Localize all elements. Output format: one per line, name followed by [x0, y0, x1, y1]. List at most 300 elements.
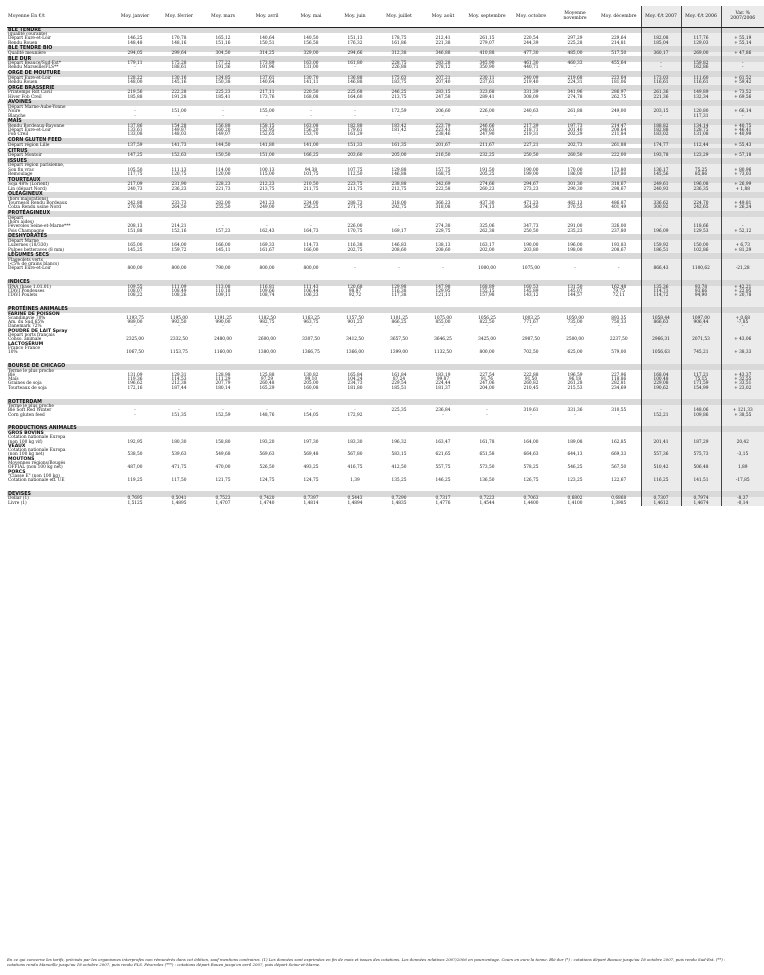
spacer-cell — [553, 418, 597, 426]
value-cell: 1,4894 — [347, 500, 363, 506]
value-cell: + 80,96 — [721, 169, 764, 173]
value-cell: 224,31 — [567, 80, 583, 86]
value-cell: 232,25 — [479, 153, 495, 159]
value-cell: 855,00 — [435, 320, 451, 326]
value-cell: 109,11 — [215, 293, 231, 299]
value-cell: 249,61 — [641, 183, 681, 187]
header-column: Moy. mai — [289, 6, 333, 27]
row-label: Danemark 72% — [8, 324, 42, 330]
value-cell: - — [641, 66, 681, 70]
row-label: BOURSE DE CHICAGO — [7, 364, 113, 370]
row-label: Blé — [8, 372, 16, 378]
value-cell: 982,75 — [259, 320, 275, 326]
value-cell: 122,67 — [611, 478, 627, 484]
value-cell: 164,73 — [303, 228, 319, 234]
value-cell: 203,80 — [523, 247, 539, 253]
spacer-cell — [377, 356, 421, 364]
value-cell: 229,08 — [641, 382, 681, 386]
value-cell: - — [641, 115, 681, 119]
value-cell: 150,00 — [681, 244, 721, 248]
spacer-cell — [377, 483, 421, 491]
value-cell: 292,75 — [391, 205, 407, 211]
value-cell: - — [721, 325, 764, 329]
value-cell: 225,68 — [347, 90, 363, 96]
value-cell: 274,38 — [435, 224, 451, 230]
spacer-cell — [641, 356, 681, 364]
value-cell: 218,71 — [523, 128, 539, 134]
value-cell: 120,00 — [215, 171, 231, 177]
value-cell: 166,25 — [303, 153, 319, 159]
value-cell: 219,40 — [523, 80, 539, 86]
value-cell: 182,88 — [641, 129, 681, 133]
value-cell: 1163,25 — [302, 315, 320, 321]
value-cell: 244,39 — [523, 40, 539, 46]
value-cell: 345,90 — [479, 61, 495, 67]
value-cell: + 57,18 — [721, 154, 764, 158]
value-cell: 294,67 — [523, 182, 539, 188]
value-cell: 111,09 — [171, 284, 187, 290]
value-cell: 138,13 — [435, 243, 451, 249]
value-cell: - — [134, 109, 136, 115]
value-cell: 108,22 — [127, 293, 143, 299]
value-cell: 526,50 — [259, 465, 275, 471]
row-label: Tourteaux de soja — [8, 385, 47, 391]
table-row — [7, 502, 764, 506]
value-cell: - — [310, 324, 312, 330]
spacer-cell — [721, 299, 764, 307]
footnote: En ce qui concerne les tarifs, précisés par les organismes interprofes non rémunérés dans cet édition, sauf mentions contraires. (1) Les données sont exprimées en fin de mois et issues des cotations. Les données relatives 2007/2006 en pourcentage. Cours en euro la tonne. Blé dur (*) : cotations départ Beauce jusqu'au 18 octobre 2007, puis rendu Sud-Est. (**) : cotations rendu Marseille jusqu'au 18 octobre 2007, puis rendu FLS. Féveroles (***) : cotations départ Rouen jusqu'en avril 2007, puis départ Seine-et-Marne. — [7, 957, 726, 967]
value-cell: 366,23 — [435, 201, 451, 207]
value-cell: - — [442, 113, 444, 119]
value-cell: 214,47 — [611, 123, 627, 129]
spacer-cell — [641, 483, 681, 491]
spacer-cell — [597, 391, 641, 399]
value-cell: 214,21 — [171, 224, 187, 230]
value-cell: 116,38 — [391, 288, 407, 294]
value-cell: 185,04 — [641, 42, 681, 46]
value-cell: 575,73 — [681, 453, 721, 457]
value-cell: 191,96 — [259, 65, 275, 71]
value-cell: 173,80 — [611, 167, 627, 173]
value-cell: 205,00 — [303, 381, 319, 387]
value-cell: 207,40 — [435, 80, 451, 86]
value-cell: 2600,00 — [258, 337, 276, 343]
value-cell: 893,35 — [611, 315, 627, 321]
value-cell: 180,30 — [171, 439, 187, 445]
value-cell: 178,75 — [391, 36, 407, 42]
value-cell: 151,16 — [215, 40, 231, 46]
value-cell: 196,09 — [641, 230, 681, 234]
spacer-cell — [597, 299, 641, 307]
value-cell: 126,75 — [523, 478, 539, 484]
row-label: Départ Marne — [8, 238, 39, 244]
spacer-cell — [113, 356, 157, 364]
value-cell: - — [618, 113, 620, 119]
spacer-cell — [7, 391, 113, 399]
spacer-row — [7, 391, 764, 399]
value-cell: 130,82 — [303, 372, 319, 378]
value-cell: 223,64 — [611, 75, 627, 81]
value-cell: 1075,00 — [522, 266, 540, 272]
value-cell: - — [310, 224, 312, 230]
value-cell: 123,29 — [681, 154, 721, 158]
value-cell: 162,86 — [681, 66, 721, 70]
value-cell: 208,13 — [127, 224, 143, 230]
value-cell: + 52,12 — [721, 230, 764, 234]
value-cell: 107,75 — [347, 167, 363, 173]
spacer-cell — [289, 356, 333, 364]
row-label: Départ Eure-et-Loir — [8, 75, 51, 81]
value-cell: 217,09 — [127, 182, 143, 188]
value-cell: 240,09 — [523, 75, 539, 81]
value-cell: 119,36 — [127, 377, 143, 383]
value-cell: 301,30 — [567, 182, 583, 188]
value-cell: 1,39 — [350, 478, 360, 484]
value-cell: 227,54 — [479, 372, 495, 378]
value-cell: 161,80 — [347, 61, 363, 67]
spacer-cell — [509, 391, 553, 399]
value-cell: 143,12 — [523, 293, 539, 299]
value-cell: 172,59 — [391, 109, 407, 115]
value-cell: - — [442, 412, 444, 418]
row-label: VEAUX — [8, 443, 26, 449]
value-cell: 223,43 — [435, 128, 451, 134]
row-label: PROTÉINES ANIMALES — [7, 307, 113, 313]
spacer-cell — [113, 391, 157, 399]
value-cell: 0,7317 — [435, 496, 451, 502]
value-cell: 92,72 — [348, 293, 362, 299]
value-cell: 146,25 — [435, 478, 451, 484]
value-cell: 3425,00 — [478, 337, 496, 343]
row-label: ORGE DE MOUTURE — [7, 71, 113, 77]
value-cell: 1399,00 — [390, 350, 408, 356]
row-label: BLE DUR — [7, 56, 113, 62]
value-cell: 3657,50 — [390, 337, 408, 343]
value-cell: 175,63 — [391, 75, 407, 81]
value-cell: 152,21 — [641, 414, 681, 418]
value-cell: 183,30 — [347, 439, 363, 445]
value-cell: 150,50 — [215, 153, 231, 159]
value-cell: - — [178, 113, 180, 119]
value-cell: - — [222, 113, 224, 119]
row-label: PROTÉAGINEUX — [7, 211, 113, 217]
value-cell: 1366,75 — [302, 350, 320, 356]
value-cell: 2480,00 — [214, 337, 232, 343]
value-cell: 206,60 — [435, 109, 451, 115]
row-label: Graines de soja — [8, 381, 42, 387]
row-label: GROS BOVINS — [8, 430, 44, 436]
value-cell: 156,88 — [215, 123, 231, 129]
value-cell: 1,3985 — [611, 500, 627, 506]
value-cell: 477,30 — [523, 50, 539, 56]
spacer-cell — [113, 418, 157, 426]
value-cell: 208,64 — [611, 128, 627, 134]
value-cell: 135,25 — [391, 478, 407, 484]
value-cell: 157,75 — [435, 167, 451, 173]
value-cell: 160,53 — [523, 284, 539, 290]
value-cell: 113,08 — [215, 284, 231, 290]
value-cell: 224,44 — [435, 381, 451, 387]
row-label: LACTOSÉRUM — [8, 341, 44, 347]
value-cell: 201,67 — [435, 142, 451, 148]
value-cell: 485,00 — [567, 50, 583, 56]
value-cell: 114,00 — [215, 167, 231, 173]
value-cell: 261,15 — [479, 36, 495, 42]
value-cell: 151,88 — [127, 228, 143, 234]
header-column: Moy. avril — [245, 6, 289, 27]
spacer-cell — [333, 356, 377, 364]
row-label: (qualité courante) — [8, 32, 48, 37]
value-cell: - — [222, 109, 224, 115]
value-cell: 148,16 — [171, 40, 187, 46]
spacer-cell — [333, 272, 377, 280]
value-cell: 161,84 — [391, 372, 407, 378]
value-cell: 546,25 — [567, 465, 583, 471]
value-cell: 191,28 — [171, 94, 187, 100]
value-cell: 197,30 — [303, 439, 319, 445]
spacer-cell — [7, 418, 113, 426]
value-cell: 118,66 — [681, 225, 721, 229]
value-cell: 98,97 — [348, 288, 362, 294]
spacer-cell — [157, 356, 201, 364]
value-cell: 191,36 — [215, 65, 231, 71]
value-cell: 283,15 — [435, 90, 451, 96]
value-cell: 109,66 — [259, 288, 275, 294]
row-label: OLEAGINEUX — [7, 192, 113, 198]
value-cell: 203,60 — [347, 153, 363, 159]
spacer-cell — [201, 418, 245, 426]
row-label: Franco France — [8, 345, 41, 351]
value-cell: 104,24 — [347, 377, 363, 383]
value-cell: 256,25 — [303, 205, 319, 211]
value-cell: 157,98 — [479, 293, 495, 299]
value-cell: 214,81 — [611, 40, 627, 46]
value-cell: 228,23 — [215, 182, 231, 188]
value-cell: 1,4674 — [681, 502, 721, 506]
spacer-cell — [597, 418, 641, 426]
value-cell: 236,84 — [435, 408, 451, 414]
spacer-cell — [377, 299, 421, 307]
value-cell: - — [486, 412, 488, 418]
row-label: (non 100 kg net) — [8, 452, 45, 458]
value-cell: 196,59 — [567, 372, 583, 378]
value-cell: - — [721, 62, 764, 66]
row-label: Rendu Bordeaux-Bayonne — [8, 123, 65, 129]
value-cell: - — [134, 113, 136, 119]
value-cell: 800,00 — [127, 266, 143, 272]
value-cell: 161,35 — [391, 142, 407, 148]
value-cell: 308,09 — [523, 94, 539, 100]
value-cell: 1,89 — [721, 466, 764, 470]
value-cell: 750,33 — [611, 320, 627, 326]
value-cell: 229,54 — [391, 381, 407, 387]
value-cell: 108,74 — [259, 293, 275, 299]
value-cell: 260,23 — [479, 186, 495, 192]
value-cell: 264,50 — [171, 205, 187, 211]
value-cell: - — [486, 408, 488, 414]
value-cell: 131,50 — [567, 284, 583, 290]
value-cell: 2325,00 — [126, 337, 144, 343]
row-label: ITAVI Pondeuses — [8, 288, 45, 294]
spacer-cell — [553, 299, 597, 307]
value-cell: 196,08 — [681, 183, 721, 187]
value-cell: 3412,50 — [346, 337, 364, 343]
value-cell: 210,45 — [523, 385, 539, 391]
value-cell: 176,32 — [347, 40, 363, 46]
value-cell: 161,78 — [479, 439, 495, 445]
spacer-cell — [721, 483, 764, 491]
value-cell: 702,50 — [523, 350, 539, 356]
value-cell: 346,88 — [435, 50, 451, 56]
spacer-cell — [509, 418, 553, 426]
header-column: Moy. août — [421, 6, 465, 27]
value-cell: 290,30 — [567, 186, 583, 192]
value-cell: 106,23 — [303, 293, 319, 299]
value-cell: 225,35 — [391, 408, 407, 414]
value-cell: 146,25 — [127, 36, 143, 42]
row-label: Cotation nationale Europa — [8, 435, 66, 441]
value-cell: 181,80 — [347, 385, 363, 391]
value-cell: 117,31 — [681, 115, 721, 119]
value-cell: 227,21 — [523, 142, 539, 148]
spacer-cell — [681, 391, 721, 399]
value-cell: 75,25 — [681, 169, 721, 173]
value-cell: 129,03 — [681, 42, 721, 46]
row-label: Départ Eure-et-Loir — [8, 128, 51, 134]
row-label: Féveroles Seine-et-Marne*** — [8, 224, 71, 230]
value-cell: 800,00 — [171, 266, 187, 272]
value-cell: + 6,73 — [721, 244, 764, 248]
spacer-cell — [421, 391, 465, 399]
row-label: Conso. animale — [8, 337, 42, 343]
value-cell: - — [354, 266, 356, 272]
monthly-price-table — [7, 6, 764, 506]
value-cell: 148,48 — [127, 40, 143, 46]
spacer-cell — [509, 356, 553, 364]
value-cell: 148,06 — [681, 409, 721, 413]
value-cell: 131,08 — [681, 133, 721, 137]
value-cell: 201,41 — [641, 441, 681, 445]
header-column: Moyenne novembre — [553, 6, 597, 27]
value-cell: 132,34 — [681, 96, 721, 100]
value-cell: 294,05 — [127, 50, 143, 56]
value-cell: 549,68 — [215, 452, 231, 458]
value-cell: 336,62 — [641, 202, 681, 206]
value-cell: 222,88 — [523, 372, 539, 378]
value-cell: 211,75 — [347, 186, 363, 192]
row-label: "Classe E" (non 100 kg) — [8, 473, 60, 479]
value-cell: 149,87 — [171, 128, 187, 134]
value-cell: - — [354, 324, 356, 330]
value-cell: 370,55 — [567, 205, 583, 211]
value-cell: 101,75 — [303, 171, 319, 177]
value-cell: 94,38 — [304, 167, 318, 173]
value-cell: 151,00 — [171, 109, 187, 115]
value-cell: 152,63 — [171, 153, 187, 159]
spacer-cell — [681, 272, 721, 280]
value-cell: 87,24 — [392, 377, 406, 383]
header-column: Moy. septembre — [465, 6, 509, 27]
value-cell: 197,73 — [567, 123, 583, 129]
value-cell: 116,38 — [347, 243, 363, 249]
value-cell: 72,11 — [612, 293, 625, 299]
value-cell: 1,4707 — [215, 500, 231, 506]
value-cell: 236,35 — [681, 188, 721, 192]
value-cell: 149,89 — [681, 91, 721, 95]
value-cell: 3646,25 — [434, 337, 452, 343]
value-cell: 557,36 — [641, 453, 681, 457]
spacer-cell — [333, 418, 377, 426]
value-cell: 2966,31 — [641, 338, 681, 342]
value-cell: 162,43 — [259, 228, 275, 234]
row-label: Rendu Marseille/FLS** — [8, 65, 59, 71]
value-cell: 165,00 — [127, 243, 143, 249]
value-cell: 1100,62 — [681, 267, 721, 271]
value-cell: 158,15 — [259, 123, 275, 129]
value-cell: - — [134, 65, 136, 71]
value-cell: 234,69 — [611, 385, 627, 391]
value-cell: 100,13 — [259, 167, 275, 173]
value-cell: - — [641, 62, 681, 66]
value-cell: 440,71 — [523, 65, 539, 71]
spacer-cell — [597, 272, 641, 280]
value-cell: 202,00 — [479, 247, 495, 253]
value-cell: 260,48 — [259, 381, 275, 387]
value-cell: 116,61 — [681, 81, 721, 85]
row-label: Tournesol Rendu Bordeaux — [8, 201, 68, 207]
value-cell: 168,04 — [641, 374, 681, 378]
value-cell: 108,49 — [171, 288, 187, 294]
value-cell: 131,00 — [303, 65, 319, 71]
value-cell: 506,48 — [681, 466, 721, 470]
value-cell: 517,50 — [611, 50, 627, 56]
value-cell: 234,00 — [303, 201, 319, 207]
value-cell: 319,61 — [523, 408, 539, 414]
value-cell: 152,95 — [259, 128, 275, 134]
value-cell: -8,37 — [721, 497, 764, 501]
header-column: Moy. €/t 2007 — [641, 6, 681, 27]
value-cell: 1,4776 — [435, 500, 451, 506]
value-cell: 0,7063 — [523, 496, 539, 502]
value-cell: + 43,06 — [721, 338, 764, 342]
value-cell: 129,31 — [171, 372, 187, 378]
value-cell: 186,00 — [567, 171, 583, 177]
value-cell: 226,88 — [391, 65, 407, 71]
spacer-row — [7, 356, 764, 364]
value-cell: 117,75 — [127, 171, 143, 177]
spacer-cell — [245, 272, 289, 280]
spacer-cell — [553, 356, 597, 364]
spacer-cell — [641, 391, 681, 399]
value-cell: 141,73 — [171, 142, 187, 148]
spacer-cell — [157, 391, 201, 399]
value-cell: 1366,00 — [346, 350, 364, 356]
row-label: Printemps Rdt Cavil — [8, 90, 52, 96]
value-cell: - — [486, 113, 488, 119]
row-label: Scandinavie 70% — [8, 315, 46, 321]
value-cell: 300,82 — [641, 206, 681, 210]
value-cell: 168,75 — [435, 171, 451, 177]
value-cell: 644,13 — [567, 452, 583, 458]
row-label: Noire — [8, 109, 21, 115]
value-cell: 0,7695 — [127, 496, 143, 502]
value-cell: 114,53 — [171, 377, 187, 383]
value-cell: 235,23 — [567, 228, 583, 234]
value-cell: 100,48 — [641, 378, 681, 382]
value-cell: 1160,00 — [214, 350, 232, 356]
value-cell: - — [134, 412, 136, 418]
value-cell: 0,6868 — [611, 496, 627, 502]
